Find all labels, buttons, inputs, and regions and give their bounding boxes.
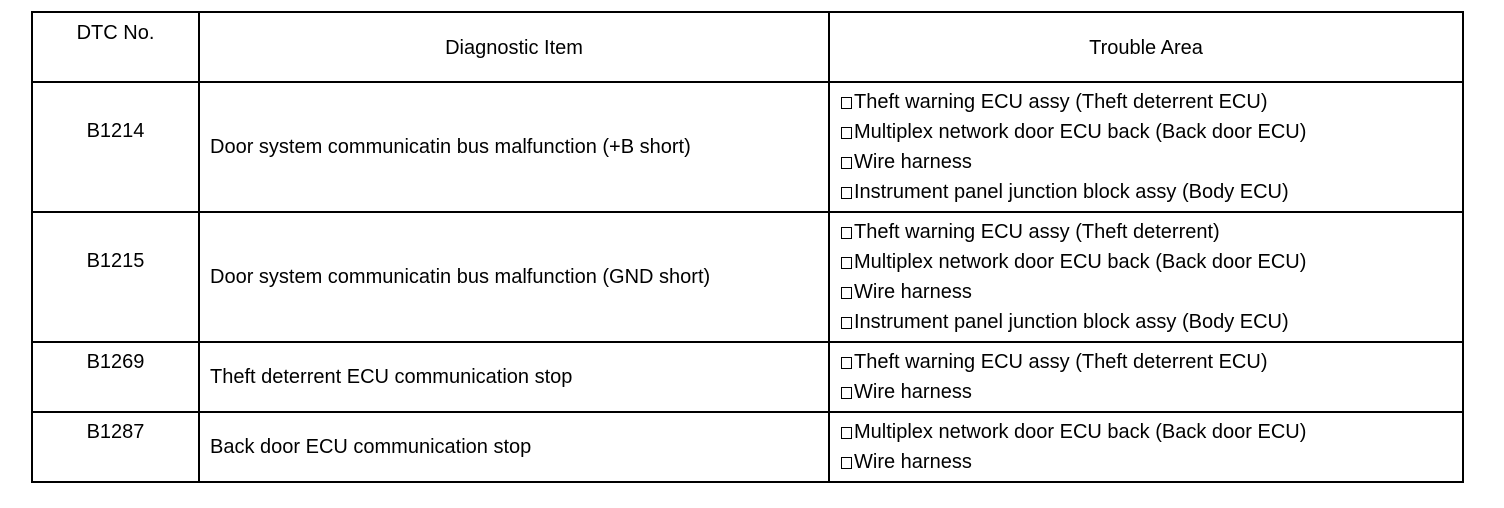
checkbox-square-icon [841, 427, 852, 439]
trouble-area-text: Wire harness [854, 381, 972, 403]
table-header-row [32, 12, 1463, 82]
trouble-area-item [841, 177, 1462, 207]
trouble-area-text: Multiplex network door ECU back (Back door ECU) [854, 421, 1307, 443]
header-trouble-area: Trouble Area [829, 12, 1463, 82]
checkbox-square-icon [841, 187, 852, 199]
header-diagnostic-item: Diagnostic Item [199, 12, 829, 82]
trouble-area-text: Theft warning ECU assy (Theft deterrent ECU) [854, 351, 1268, 373]
checkbox-square-icon [841, 127, 852, 139]
trouble-area-item [841, 307, 1462, 337]
trouble-area-text: Multiplex network door ECU back (Back door ECU) [854, 251, 1307, 273]
trouble-area-text: Instrument panel junction block assy (Body ECU) [854, 311, 1289, 333]
diagnostic-item: Theft deterrent ECU communication stop [199, 342, 829, 412]
trouble-area-item [841, 347, 1462, 377]
checkbox-square-icon [841, 157, 852, 169]
trouble-area-item [841, 277, 1462, 307]
trouble-area-text: Wire harness [854, 151, 972, 173]
table-row [32, 342, 1463, 412]
trouble-area-list [829, 342, 1463, 412]
checkbox-square-icon [841, 97, 852, 109]
dtc-code: B1287 [32, 412, 199, 482]
checkbox-square-icon [841, 227, 852, 239]
dtc-code: B1214 [32, 82, 199, 212]
dtc-code: B1215 [32, 212, 199, 342]
trouble-area-text: Wire harness [854, 451, 972, 473]
table-row [32, 82, 1463, 212]
diagnostic-item: Door system communicatin bus malfunction (GND short) [199, 212, 829, 342]
trouble-area-text: Wire harness [854, 281, 972, 303]
dtc-code: B1269 [32, 342, 199, 412]
trouble-area-text: Theft warning ECU assy (Theft deterrent ECU) [854, 91, 1268, 113]
trouble-area-list [829, 212, 1463, 342]
checkbox-square-icon [841, 317, 852, 329]
table-row [32, 212, 1463, 342]
checkbox-square-icon [841, 387, 852, 399]
trouble-area-item [841, 377, 1462, 407]
trouble-area-item [841, 147, 1462, 177]
trouble-area-item [841, 87, 1462, 117]
diagnostic-item: Back door ECU communication stop [199, 412, 829, 482]
checkbox-square-icon [841, 357, 852, 369]
trouble-area-item [841, 447, 1462, 477]
checkbox-square-icon [841, 287, 852, 299]
header-dtc-no: DTC No. [32, 12, 199, 82]
trouble-area-list [829, 412, 1463, 482]
diagnostic-item: Door system communicatin bus malfunction (+B short) [199, 82, 829, 212]
table-row [32, 412, 1463, 482]
trouble-area-text: Theft warning ECU assy (Theft deterrent) [854, 221, 1220, 243]
trouble-area-text: Instrument panel junction block assy (Body ECU) [854, 181, 1289, 203]
trouble-area-item [841, 417, 1462, 447]
trouble-area-text: Multiplex network door ECU back (Back door ECU) [854, 121, 1307, 143]
trouble-area-item [841, 117, 1462, 147]
trouble-area-item [841, 247, 1462, 277]
trouble-area-list [829, 82, 1463, 212]
trouble-area-item [841, 217, 1462, 247]
checkbox-square-icon [841, 457, 852, 469]
checkbox-square-icon [841, 257, 852, 269]
dtc-table [31, 11, 1464, 483]
